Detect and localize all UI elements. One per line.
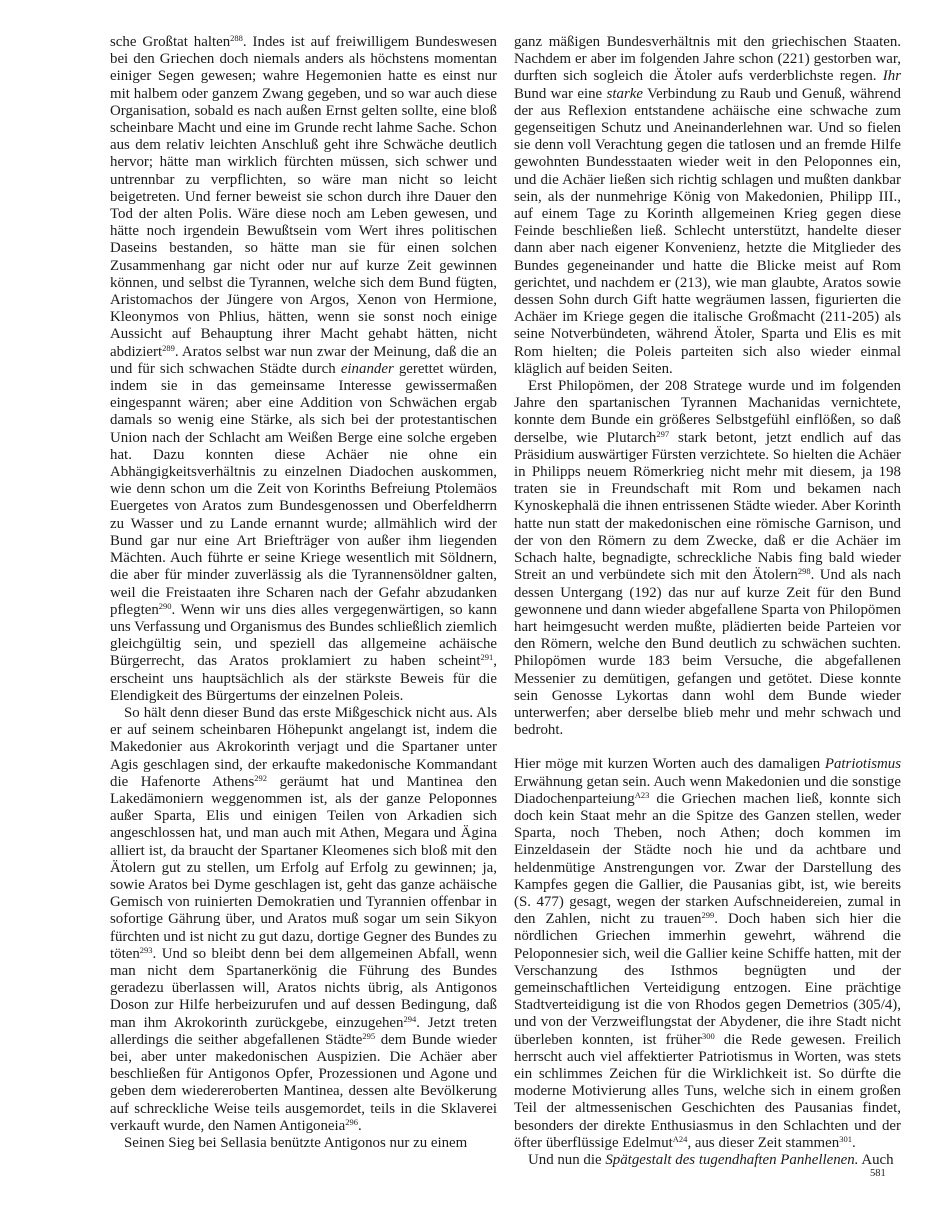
text-run: . Indes ist auf freiwilligem Bundeswesen bei den Griechen doch niemals anders als höchstens momentan einiger Segen gewesen; wahre Hegemonien hatte es einst nur mit halbem oder ganzem Zwang gegeben, und so war auch diese Organisation, sobald es nach außen Ernst gelten sollte, eine bloß scheinbare Macht und eine im Grunde recht lahme Sache. Schon aus dem relativ leichten Anschluß geht ihre Schwäche deutlich hervor; hätte man wirklich fürchten müssen, sich schwer und untrennbar zu verpflichten, so wäre man nicht so leicht beigetreten. Und ferner beweist sie schon durch ihre Dauer den Tod der alten Polis. Wäre diese noch am Leben gewesen, und hätte noch irgendein Bewußtsein vom Wert ihres politischen Daseins bestanden, so hätte man sie für einen solchen Zusammenhang gar nicht oder nur auf kurze Zeit gewinnen können, und selbst die Tyrannen, welche sich dem Bund fügten, Aristomachos der Jüngere von Argos, Xenon von Hermione, Kleonymos von Phlius, hätten, wenn sie sonst noch einige Aussicht auf Behauptung ihrer Macht gehabt hätten, nicht abdiziert <box>110 34 497 360</box>
paragraph <box>514 756 901 1152</box>
text-run: . Jetzt treten allerdings die seither abgefallenen Städte <box>110 1014 497 1048</box>
paragraph <box>110 1135 497 1152</box>
text-run: die Rede gewesen. Freilich herrscht auch viel affektierter Patriotismus in Worten, was stets ein schlimmes Zeichen für die Wirklichkeit ist. So dürfte die moderne Motivierung alles Tuns, welche sich in einem großen Teil der altmessenischen Geschichten des Pausanias findet, besonders der direkte Enthusiasmus in den Schlachten und der öfter überflüssige Edelmut <box>514 1031 902 1151</box>
text-run: sche Großtat halten <box>110 34 231 50</box>
emphasis-text: Ihr <box>882 68 901 85</box>
footnote-ref: 300 <box>701 1030 715 1041</box>
paragraph <box>110 705 497 1135</box>
text-run: . Doch haben sich hier die nördlichen Griechen immerhin gewehrt, während die Peloponnesier sich, weil die Gallier keine Schiffe hatten, mit der Verschanzung des Isthmos begnügten und der gemeinschaftlichen Verteidigung entzogen. Eine prächtige Stadtverteidigung ist die von Rhodos gegen Demetrios (305/4), und von der Verzweiflungstat der Abydener, die ihre Stadt nicht überleben konnten, ist früher <box>514 911 901 1048</box>
text-run: . Und so bleibt denn bei dem allgemeinen Abfall, wenn man nicht dem Spartanerkönig die Führung des Bundes geradezu überlassen will, Aratos nichts übrig, als Antigonos Doson zur Hilfe herbeizurufen und auf dessen Bedingung, daß man ihm Akrokorinth zurückgebe, einzugehen <box>110 945 497 1031</box>
text-run: gerettet würden, indem sie in das gemeinsame Interesse gewissermaßen eingespannt wären; aber eine Addition von Schwächen ergab damals so wenig eine Stärke, als sich bei der protestantischen Union nach der Schlacht am Weißen Berge eine solche ergeben hat. Dazu konnten diese Achäer nie ohne ein Abhängigkeitsverhältnis zu einzelnen Diadochen auskommen, wie denn schon um die Zeit von Korinths Befreiung Ptolemäos Euergetes von Aratos zum Bundesgenossen und Oberfeldherrn zu Wasser und zu Lande ernannt wurde; allmählich wird der Bund gar nur eine Art Briefträger von außer ihm liegenden Mächten. Auch führte er seine Kriege wesentlich mit Söldnern, die aber für minder zuverlässig als die Tyrannensöldner galten, weil die Freistaaten ihre Scharen nach der Gefahr abzudanken pflegten <box>110 360 497 618</box>
text-run: geräumt hat und Mantinea den Lakedämoniern weggenommen ist, als der ganze Peloponnes außer Sparta, Elis und einigen Teilen von Arkadien sich angeschlossen hat, und man auch mit Athen, Megara und Ägina alliert ist, da braucht der Spartaner Kleomenes sich bloß mit den Ätolern gut zu stellen, um Erfolg auf Erfolg zu gewinnen; ja, sowie Aratos bei Dyme geschlagen ist, geht das ganze achäische Gemisch von ruinierten Demokratien und Tyrannien offenbar in sofortige Gährung über, und Aratos muß sogar um sein Sikyon fürchten und ist nicht zu gut dazu, dortige Gegner des Bundes zu töten <box>110 773 497 962</box>
emphasis-text: Spätgestalt des tugendhaften Panhellenen. <box>605 1152 859 1168</box>
right-column <box>514 34 901 1169</box>
paragraph <box>514 378 901 739</box>
footnote-ref: 291 <box>480 652 494 663</box>
text-run: . Wenn wir uns dies alles vergegenwärtigen, so kann uns Verfassung und Organismus des Bundes schließlich ziemlich gleichgültig sein, und speziell das allgemeine achäische Bürgerrecht, das Aratos proklamiert zu haben scheint <box>110 601 497 670</box>
footnote-ref: 292 <box>254 772 268 783</box>
footnote-ref: 294 <box>403 1013 417 1024</box>
text-run: So hält denn dieser Bund das erste Mißgeschick nicht aus. Als er auf seinem scheinbaren Höhepunkt angelangt ist, indem die Makedonier aus Akrokorinth verjagt und die Spartaner unter Agis geschlagen sind, der erkaufte makedonische Kommandant die Hafenorte Athens <box>110 704 497 790</box>
text-run: ganz mäßigen Bundesverhältnis mit den griechischen Staaten. Nachdem er aber im folgenden Jahre schon (221) gestorben war, durften sich sogleich die Ätoler aufs verderblichste regen. <box>514 34 901 85</box>
text-run: Seinen Sieg bei Sellasia benützte Antigonos nur zu einem <box>124 1135 468 1151</box>
emphasis-text: starke <box>606 85 643 102</box>
footnote-ref: 298 <box>797 566 811 577</box>
footnote-ref: 297 <box>656 428 670 439</box>
footnote-ref: 296 <box>345 1116 359 1127</box>
text-run: . Aratos selbst war nun zwar der Meinung, daß die an und für sich schwachen Städte durch <box>110 343 497 377</box>
footnote-ref: 295 <box>362 1030 376 1041</box>
text-run: Hier möge mit kurzen Worten auch des damaligen <box>514 756 825 773</box>
footnote-ref: 293 <box>139 944 153 955</box>
footnote-ref: A23 <box>634 789 650 800</box>
text-run: . <box>851 1134 856 1151</box>
paragraph <box>110 34 497 705</box>
footnote-ref: 289 <box>162 342 175 353</box>
emphasis-text: Patriotismus <box>824 756 901 773</box>
paragraph <box>514 1152 901 1169</box>
text-run: Bund war eine <box>514 85 607 102</box>
left-column <box>110 34 497 1152</box>
text-run: Auch <box>858 1152 894 1168</box>
text-run: , aus dieser Zeit stammen <box>687 1134 840 1151</box>
footnote-ref: 288 <box>230 33 243 43</box>
text-run: die Griechen machen ließ, konnte sich doch kein Staat mehr an die Spitze des Ganzen stellen, weder Sparta, noch Theben, noch Athen; doch kommen im Einzeldasein der Städte noch hie und da achtbare und heldenmütige Anstrengungen vor. Zwar der Darstellung des Kampfes gegen die Gallier, die Pausanias gibt, ist, wie bereits (S. 477) gesagt, wegen der starken Aufschneidereien, zumal in den Zahlen, nicht zu trauen <box>514 790 901 928</box>
text-run: dem Bunde wieder bei, aber unter makedonischen Auspizien. Die Achäer aber beschließen für Antigonos Opfer, Prozessionen und Agone und geben dem wiedereroberten Mantinea, dessen alte Bevölkerung auf schreckliche Weise teils ausgemordet, teils in die Sklaverei verkauft wurde, den Namen Antigoneia <box>110 1031 497 1134</box>
footnote-ref: 290 <box>158 600 172 611</box>
footnote-ref: 301 <box>839 1133 852 1144</box>
text-run: . Und als nach dessen Untergang (192) das nur auf kurze Zeit für den Bund gewonnene und dann wieder abgefallene Sparta von Philopömen hart heimgesucht werden mußte, plädierten beide Parteien vor den Römern, welche den Bund deutlich zu schwächen suchten. Philopömen wurde 183 beim Versuche, die abgefallenen Messenier zu demütigen, gefangen und getötet. Diese konnte sein Genosse Lykortas dann wohl dem Bunde wieder unterwerfen; aber derselbe blieb mehr und mehr schwach und bedroht. <box>514 567 901 739</box>
text-run: Erwähnung getan sein. Auch wenn Makedonien und die sonstige Diadochenparteiung <box>514 773 901 807</box>
footnote-ref: A24 <box>672 1133 688 1144</box>
text-run: , erscheint uns hauptsächlich als der stärkste Beweis für die Elendigkeit des Bürgertums der einzelnen Poleis. <box>110 653 497 704</box>
paragraph <box>514 34 901 378</box>
text-run: stark betont, jetzt endlich auf das Präsidium auswärtiger Fürsten verzichtete. So hielten die Achäer in Philipps neuem Römerkrieg nicht mehr mit diesem, ja 198 traten sie in Freundschaft mit Rom und bekamen nach Kynoskephalä die ihnen entrissenen Städte wieder. Aber Korinth hatte nun statt der makedonischen eine römische Garnison, und der von den Römern zu dem Zwecke, daß er die Achäer im Schach halte, begnadigte, schreckliche Nabis fing bald wieder Streit an und verbündete sich mit den Ätolern <box>514 429 902 584</box>
page-number: 581 <box>870 1168 886 1179</box>
text-run: . <box>358 1117 362 1134</box>
emphasis-text: einander <box>340 360 394 377</box>
text-run: Und nun die <box>528 1152 606 1168</box>
text-run: Verbindung zu Raub und Genuß, während der aus Reflexion entstandene achäische eine schwache zum gegenseitigen Schutz und Aneinanderlehnen war. Und so fielen sie denn voll Verachtung gegen die tatlosen und an fremde Hilfe gewohnten Bundesstaaten wieder weit in den Peloponnes ein, und die Achäer ließen sich richtig schlagen und mußten dankbar sein, als der nunmehrige König von Makedonien, Philipp III., auf einem Tage zu Korinth allgemeinen Krieg gegen diese Feinde beschließen ließ. Schlecht unterstützt, handelte dieser dann aber nach eigener Konvenienz, hetzte die Mitglieder des Bundes gegeneinander und hatte die Blicke meist auf Rom gerichtet, und nachdem er (213), wie man glaubte, Aratos sowie dessen Sohn durch Gift hatte wegräumen lassen, figurierten die Achäer im Kriege gegen die italische Großmacht (211-205) als seine Notverbündeten, während Ätoler, Sparta und Elis es mit Rom hielten; die Poleis parteiten sich also wieder einmal kläglich auf beiden Seiten. <box>514 85 901 377</box>
footnote-ref: 299 <box>701 910 715 921</box>
text-run: Erst Philopömen, der 208 Stratege wurde und im folgenden Jahre den spartanischen Tyrannen Machanidas vernichtete, konnte dem Bunde ein größeres Selbstgefühl einflößen, so daß derselbe, wie Plutarch <box>514 378 901 446</box>
